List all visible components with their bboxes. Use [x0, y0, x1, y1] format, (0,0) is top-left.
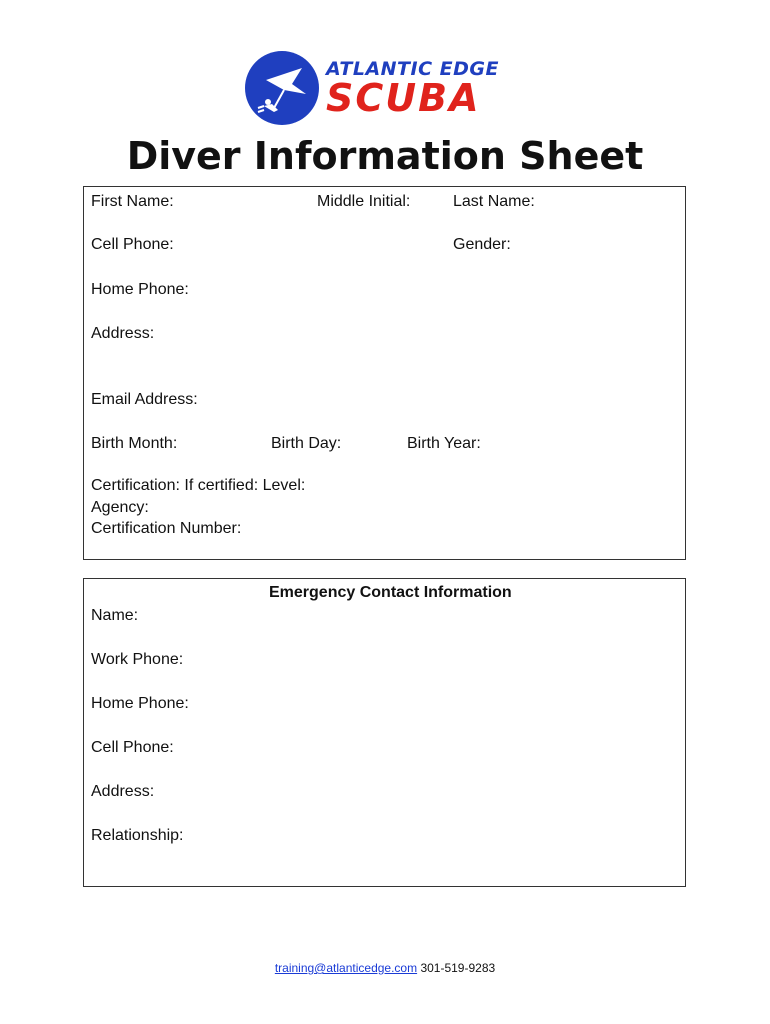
agency-label: Agency:	[91, 499, 149, 516]
logo-text-top: ATLANTIC EDGE	[326, 58, 499, 80]
footer-phone: 301-519-9283	[420, 961, 496, 975]
emergency-home-phone-label: Home Phone:	[91, 695, 189, 712]
logo-text-bottom: SCUBA	[326, 76, 481, 120]
birth-month-label: Birth Month:	[91, 435, 178, 452]
middle-initial-label: Middle Initial:	[317, 193, 411, 210]
home-phone-label: Home Phone:	[91, 281, 189, 298]
email-link[interactable]: training@atlanticedge.com	[274, 961, 418, 975]
certification-level-label: Certification: If certified: Level:	[91, 477, 306, 494]
birth-day-label: Birth Day:	[271, 435, 342, 452]
cell-phone-label: Cell Phone:	[91, 236, 174, 253]
birth-year-label: Birth Year:	[407, 435, 481, 452]
emergency-name-label: Name:	[91, 607, 139, 624]
page-title: Diver Information Sheet	[126, 134, 644, 178]
emergency-cell-phone-label: Cell Phone:	[91, 739, 174, 756]
emergency-address-label: Address:	[91, 783, 155, 800]
gender-label: Gender:	[453, 236, 511, 253]
manta-diver-logo-icon	[244, 50, 320, 126]
emergency-work-phone-label: Work Phone:	[91, 651, 184, 668]
address-label: Address:	[91, 325, 155, 342]
emergency-contact-section	[83, 578, 686, 887]
certification-number-label: Certification Number:	[91, 520, 242, 537]
emergency-relationship-label: Relationship:	[91, 827, 184, 844]
email-label: Email Address:	[91, 391, 198, 408]
company-logo	[244, 50, 534, 128]
emergency-heading: Emergency Contact Information	[269, 584, 512, 601]
first-name-label: First Name:	[91, 193, 174, 210]
footer	[0, 961, 770, 975]
last-name-label: Last Name:	[453, 193, 535, 210]
diver-info-section	[83, 186, 686, 560]
